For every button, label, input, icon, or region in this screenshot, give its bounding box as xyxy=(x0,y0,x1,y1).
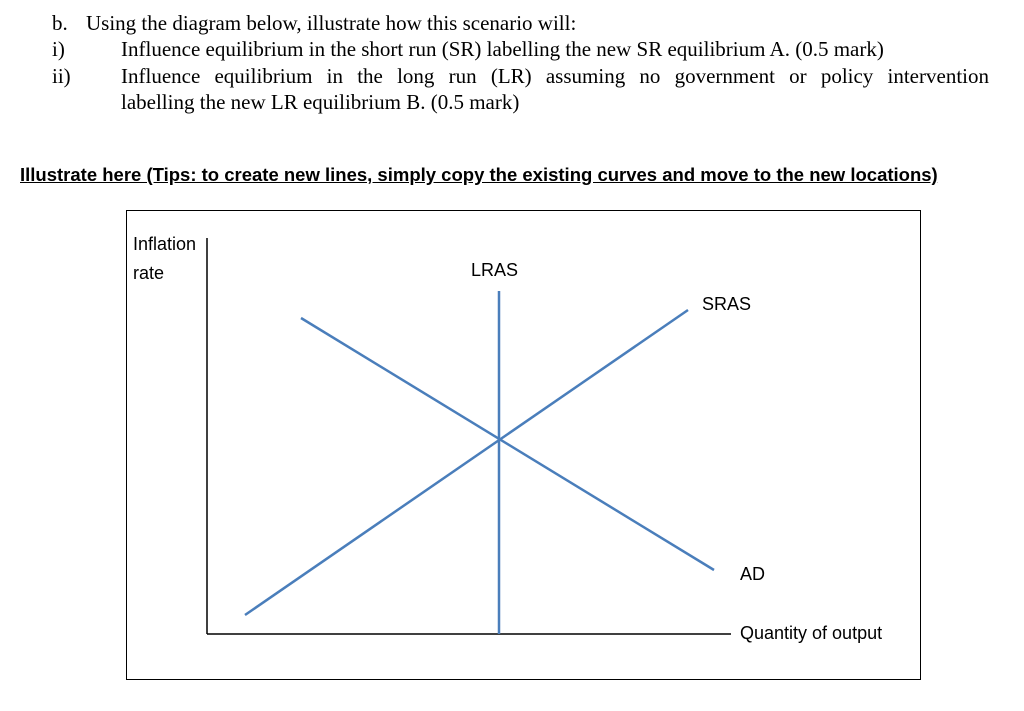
question-intro: Using the diagram below, illustrate how this scenario will: xyxy=(86,11,577,35)
item-ii-text-line2: labelling the new LR equilibrium B. (0.5 mark) xyxy=(121,90,520,114)
lras-label: LRAS xyxy=(471,260,519,280)
sras-curve[interactable] xyxy=(245,310,688,615)
sras-label: SRAS xyxy=(702,294,752,314)
item-i-text: Influence equilibrium in the short run (SR) labelling the new SR equilibrium A. (0.5 mark) xyxy=(121,37,884,61)
instruction-heading: Illustrate here (Tips: to create new lines, simply copy the existing curves and move to the new locations) xyxy=(20,164,938,185)
ad-curve[interactable] xyxy=(301,318,714,570)
item-i-marker: i) xyxy=(52,37,65,61)
x-axis-label: Quantity of output xyxy=(740,623,883,643)
question-part-label: b. xyxy=(52,11,68,35)
ad-label: AD xyxy=(740,564,766,584)
item-ii-text-line1: Influence equilibrium in the long run (LR) assuming no government or policy intervention xyxy=(121,64,989,88)
item-ii-marker: ii) xyxy=(52,64,71,88)
y-axis-label-line1: Inflation xyxy=(133,234,197,254)
y-axis-label-line2: rate xyxy=(133,263,165,283)
